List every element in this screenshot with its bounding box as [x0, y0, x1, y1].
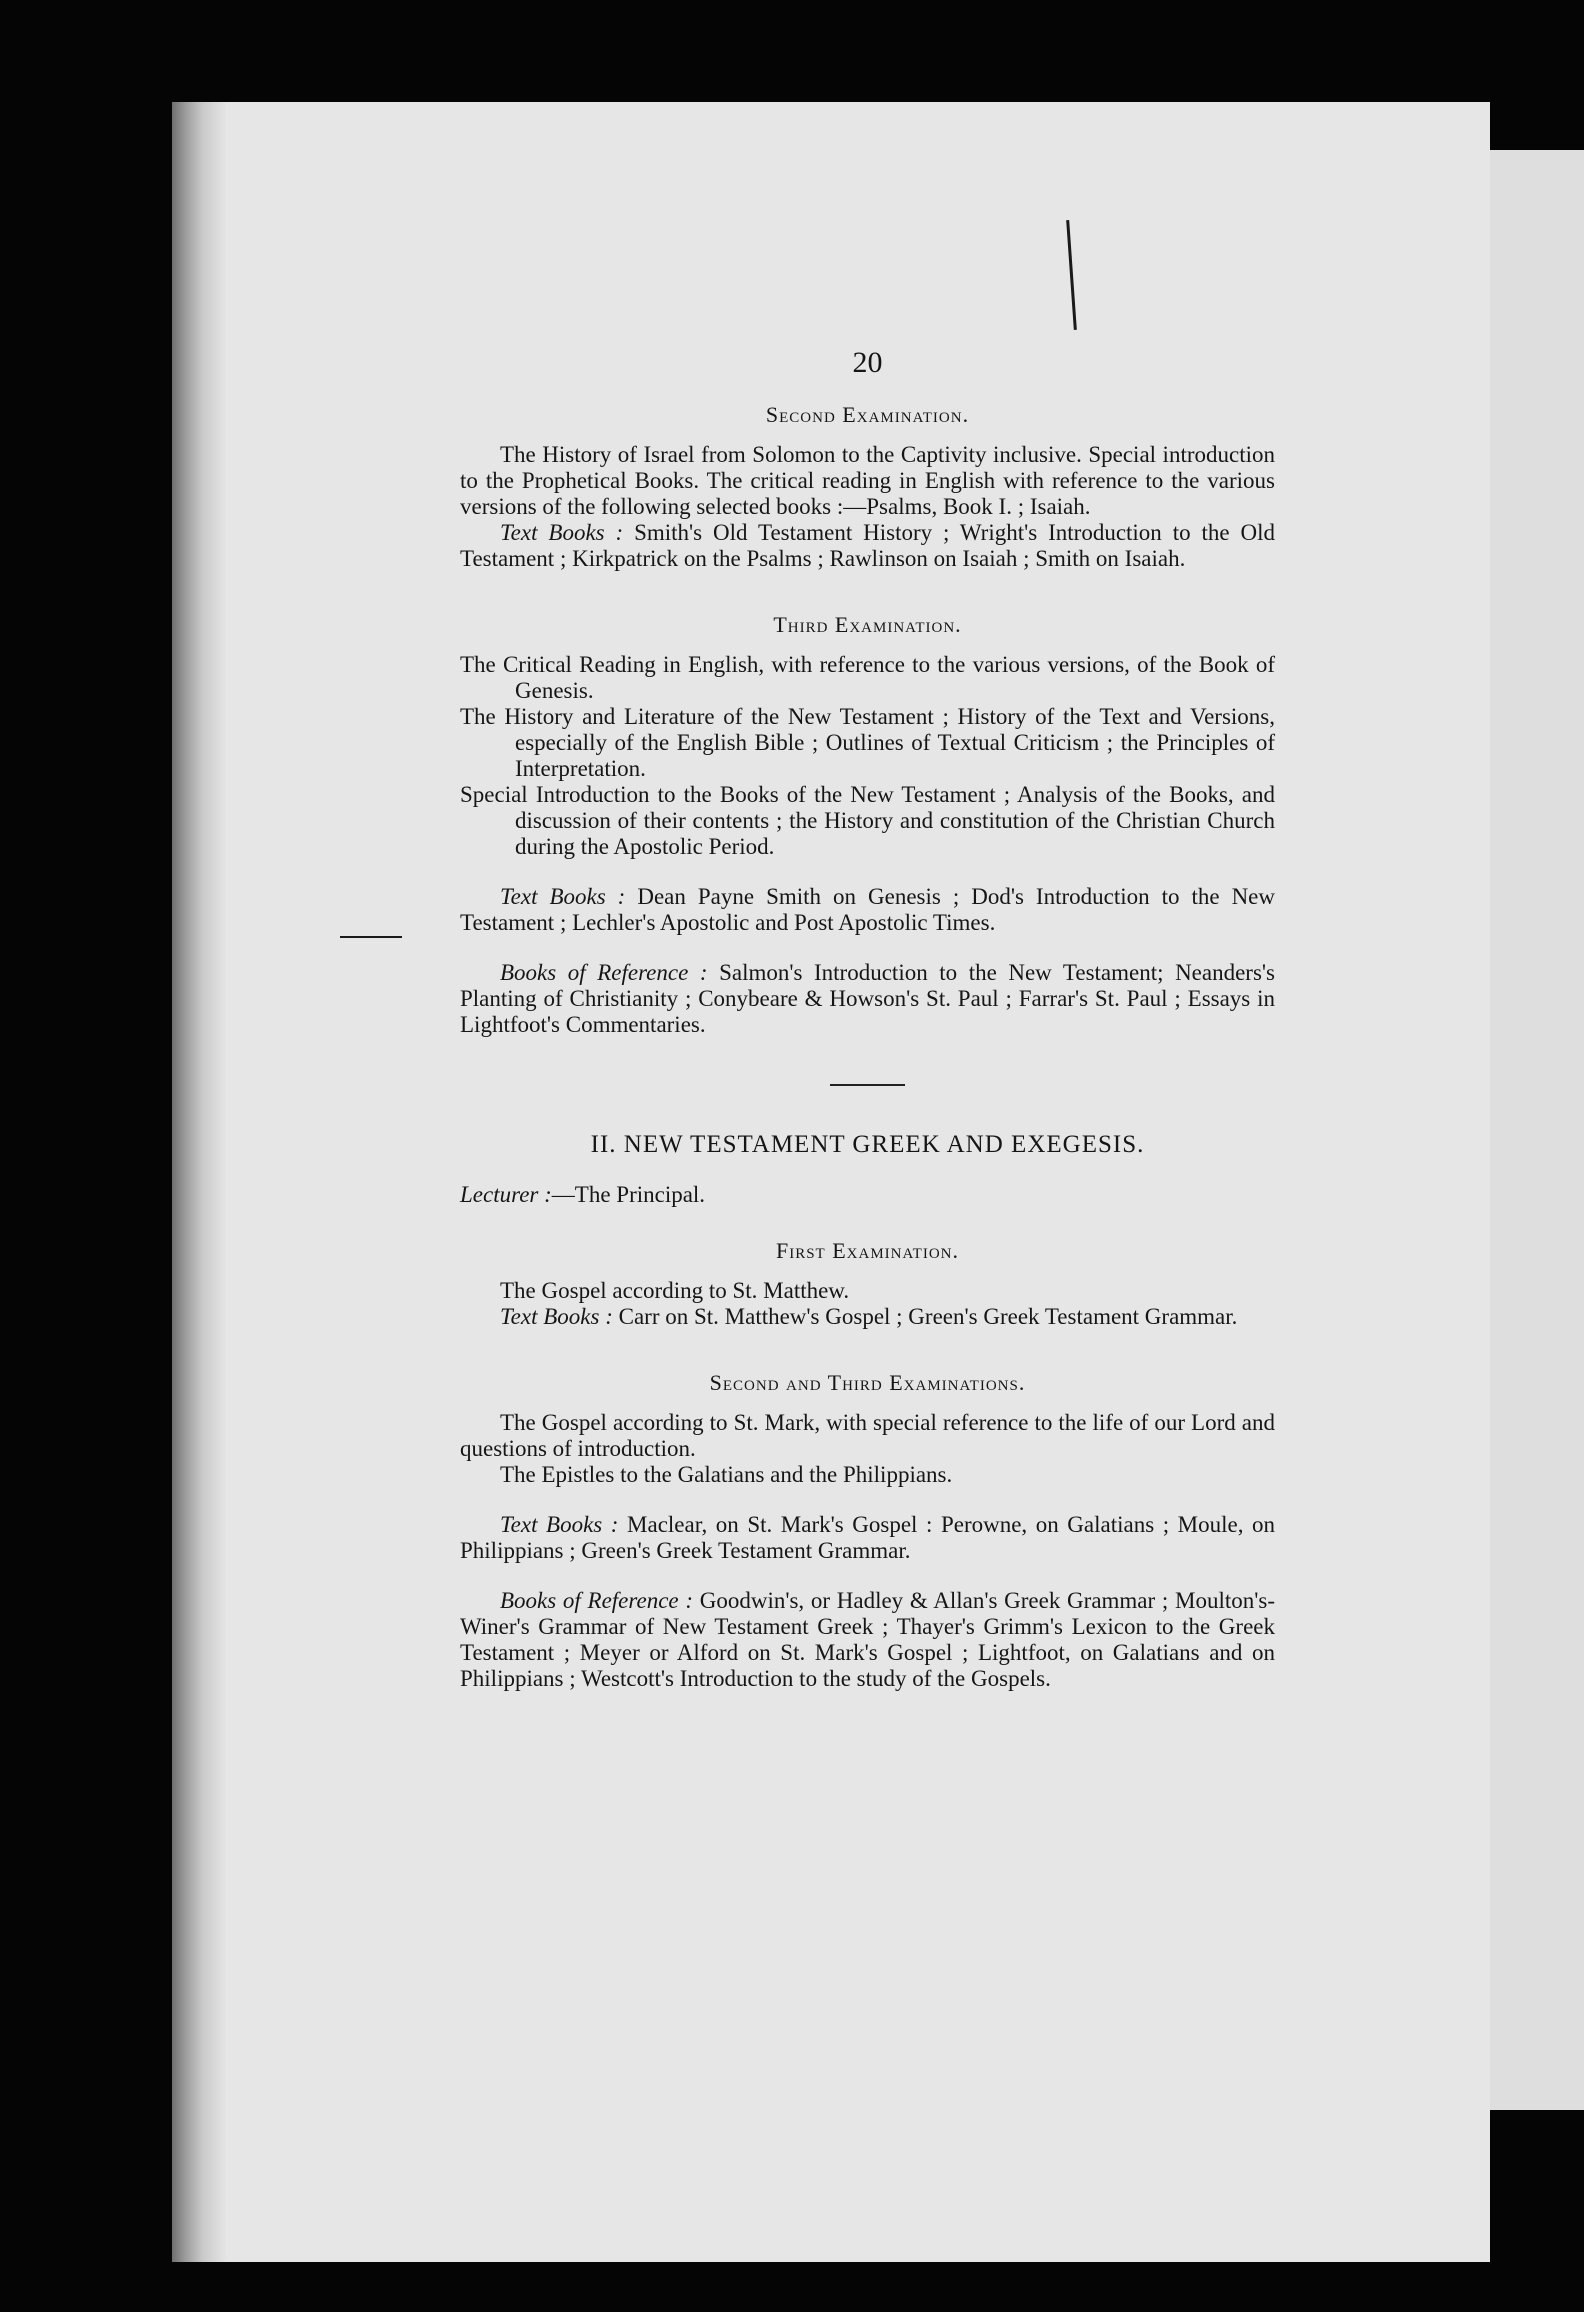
- part-title: II. NEW TESTAMENT GREEK AND EXEGESIS.: [590, 1131, 1145, 1158]
- reference-text: Salmon's Introduction to the New Testament; Neanders's Planting of Christianity ; Conybeare & Howson's St. Paul ; Farrar's St. Paul ; Essays in Lightfoot's Commentaries.: [460, 960, 1276, 1037]
- text-books-paragraph: [460, 884, 1275, 936]
- section-divider: [830, 1084, 905, 1086]
- text-books-text: Carr on St. Matthew's Gospel ; Green's Greek Testament Grammar.: [618, 1304, 1238, 1329]
- list-item: The Critical Reading in English, with reference to the various versions, of the Book of Genesis.: [460, 652, 1275, 703]
- paragraph: The Gospel according to St. Matthew.: [500, 1278, 850, 1303]
- text-books-label: Text Books :: [500, 884, 626, 909]
- text-books-text: Smith's Old Testament History ; Wright's Introduction to the Old Testament ; Kirkpatrick on the Psalms ; Rawlinson on Isaiah ; Smith on Isaiah.: [460, 520, 1276, 571]
- lecturer-name: —The Principal.: [551, 1182, 706, 1207]
- paragraph: The History of Israel from Solomon to the Captivity inclusive. Special introduction to the Prophetical Books. The critical reading in English with reference to the various versions of the following selected books :—Psalms, Book I. ; Isaiah.: [460, 442, 1275, 519]
- paragraph: The Epistles to the Galatians and the Philippians.: [500, 1462, 953, 1487]
- text-books-paragraph: [460, 1512, 1275, 1564]
- text-books-text: Maclear, on St. Mark's Gospel : Perowne, on Galatians ; Moule, on Philippians ; Green's Greek Testament Grammar.: [460, 1512, 1276, 1563]
- text-books-label: Text Books :: [500, 1304, 613, 1329]
- section-heading: Second and Third Examinations.: [709, 1370, 1026, 1395]
- text-books-paragraph: [460, 1304, 1275, 1330]
- list-item: The History and Literature of the New Testament ; History of the Text and Versions, especially of the English Bible ; Outlines of Textual Criticism ; the Principles of Interpretation.: [460, 704, 1275, 781]
- reference-paragraph: [460, 960, 1275, 1038]
- list-item: Special Introduction to the Books of the New Testament ; Analysis of the Books, and discussion of their contents ; the History and constitution of the Christian Church during the Apostolic Period.: [460, 782, 1275, 859]
- reference-label: Books of Reference :: [500, 1588, 693, 1613]
- section-heading: Third Examination.: [773, 612, 962, 637]
- pencil-mark: [1066, 220, 1077, 330]
- paragraph: The Gospel according to St. Mark, with special reference to the life of our Lord and questions of introduction.: [460, 1410, 1275, 1461]
- text-books-paragraph: [460, 520, 1275, 572]
- text-books-label: Text Books :: [500, 1512, 619, 1537]
- lecturer-label: Lecturer :: [460, 1182, 552, 1207]
- reference-text: Goodwin's, or Hadley & Allan's Greek Grammar ; Moulton's-Winer's Grammar of New Testament Greek ; Thayer's Grimm's Lexicon to the Greek Testament ; Meyer or Alford on St. Mark's Gospel ; Lightfoot, on Galatians and on Philippians ; Westcott's Introduction to the study of the Gospels.: [460, 1588, 1275, 1691]
- section-heading: Second Examination.: [765, 402, 970, 427]
- reference-label: Books of Reference :: [500, 960, 708, 985]
- lecturer-line: [460, 1182, 1275, 1208]
- section-heading: First Examination.: [775, 1238, 959, 1263]
- page-content: [460, 346, 1276, 1692]
- text-books-text: Dean Payne Smith on Genesis ; Dod's Introduction to the New Testament ; Lechler's Apostolic and Post Apostolic Times.: [460, 884, 1275, 935]
- pencil-mark: [340, 936, 402, 938]
- reference-paragraph: [460, 1588, 1275, 1692]
- text-books-label: Text Books :: [500, 520, 624, 545]
- page-number: 20: [852, 346, 883, 379]
